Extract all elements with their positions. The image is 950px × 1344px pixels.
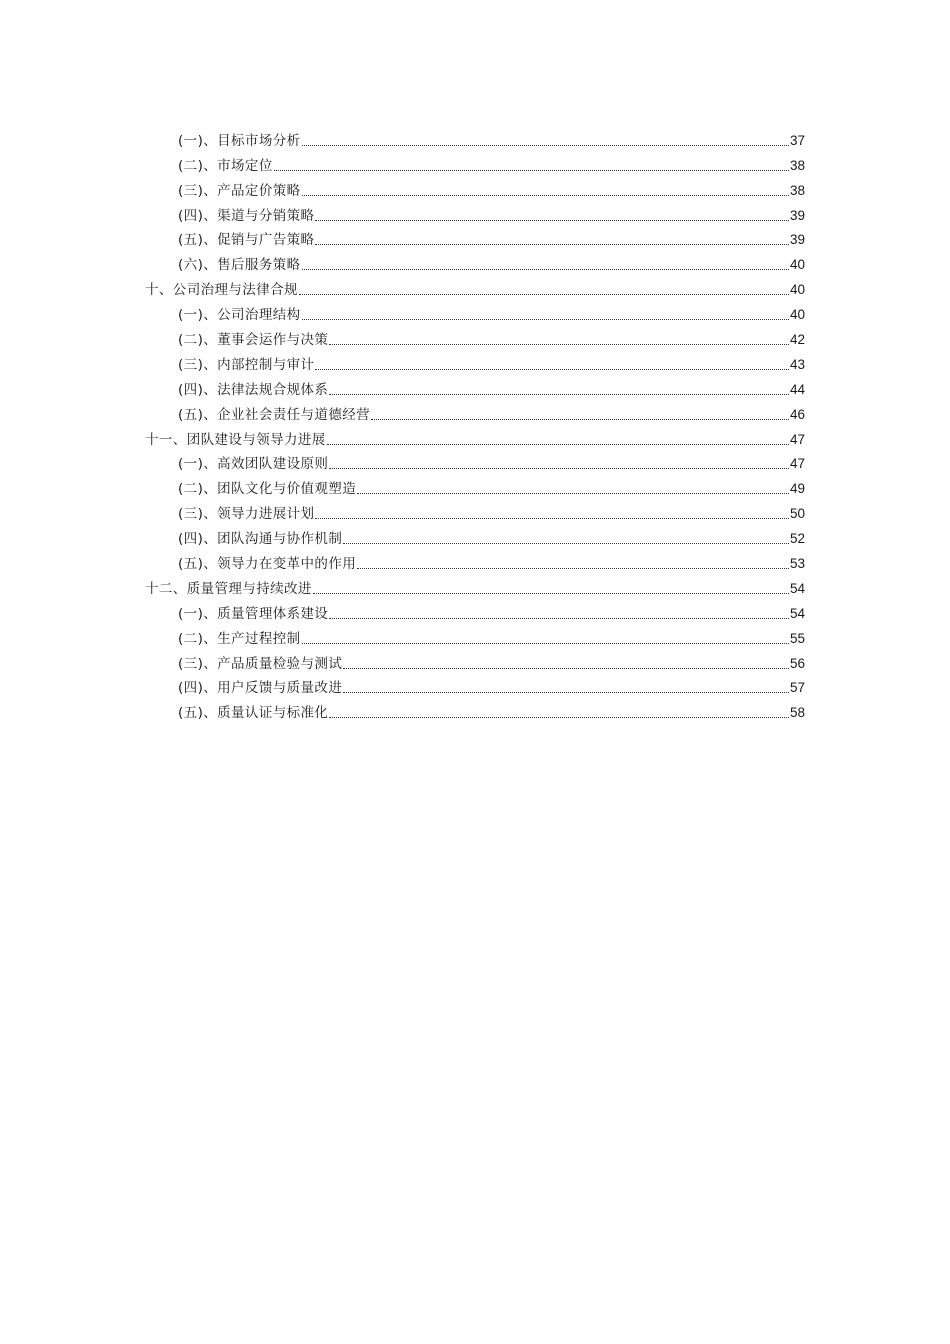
toc-entry[interactable]	[0, 548, 950, 573]
toc-entry-page: 37	[789, 132, 805, 148]
toc-dot-leader	[343, 543, 789, 544]
toc-entry[interactable]	[0, 150, 950, 175]
toc-entry-title: 十、公司治理与法律合规	[145, 282, 298, 299]
toc-entry[interactable]	[0, 374, 950, 399]
toc-entry-page: 42	[789, 332, 805, 348]
toc-entry-title: (一)、公司治理结构	[178, 307, 301, 324]
toc-entry[interactable]	[0, 498, 950, 523]
toc-entry-title: (五)、质量认证与标准化	[178, 705, 329, 722]
toc-entry[interactable]	[0, 125, 950, 150]
toc-entry[interactable]	[0, 673, 950, 698]
toc-entry-title: (一)、质量管理体系建设	[178, 605, 329, 622]
toc-entry-page: 40	[789, 282, 805, 298]
toc-entry-title: (六)、售后服务策略	[178, 257, 301, 274]
table-of-contents	[0, 125, 950, 722]
toc-entry-title: (五)、领导力在变革中的作用	[178, 556, 357, 573]
toc-dot-leader	[371, 419, 789, 420]
toc-dot-leader	[302, 145, 789, 146]
toc-entry[interactable]	[0, 473, 950, 498]
toc-chapter-entry[interactable]	[0, 274, 950, 299]
toc-entry[interactable]	[0, 623, 950, 648]
toc-entry-page: 57	[789, 680, 805, 696]
toc-dot-leader	[343, 668, 789, 669]
toc-dot-leader	[343, 692, 789, 693]
toc-dot-leader	[357, 493, 789, 494]
toc-dot-leader	[302, 195, 789, 196]
toc-entry-page: 58	[789, 705, 805, 721]
toc-entry-page: 54	[789, 580, 805, 596]
toc-entry-title: (三)、领导力进展计划	[178, 506, 315, 523]
toc-entry-page: 38	[789, 182, 805, 198]
toc-entry-title: (二)、团队文化与价值观塑造	[178, 481, 357, 498]
toc-dot-leader	[302, 269, 789, 270]
toc-entry-title: (二)、市场定位	[178, 157, 273, 174]
toc-entry-title: (二)、生产过程控制	[178, 630, 301, 647]
toc-entry-title: (一)、目标市场分析	[178, 132, 301, 149]
toc-dot-leader	[315, 518, 789, 519]
toc-dot-leader	[329, 717, 789, 718]
toc-entry-title: (三)、产品质量检验与测试	[178, 655, 343, 672]
toc-dot-leader	[329, 344, 789, 345]
toc-dot-leader	[327, 444, 789, 445]
toc-entry[interactable]	[0, 349, 950, 374]
toc-dot-leader	[313, 593, 789, 594]
toc-entry-page: 47	[789, 456, 805, 472]
toc-dot-leader	[315, 220, 789, 221]
toc-dot-leader	[329, 468, 789, 469]
toc-entry-page: 40	[789, 307, 805, 323]
toc-entry-page: 50	[789, 506, 805, 522]
toc-entry-page: 39	[789, 232, 805, 248]
toc-entry-title: (四)、法律法规合规体系	[178, 381, 329, 398]
toc-dot-leader	[329, 394, 789, 395]
toc-entry[interactable]	[0, 399, 950, 424]
toc-entry-page: 49	[789, 481, 805, 497]
toc-entry-page: 44	[789, 381, 805, 397]
toc-entry-title: (五)、企业社会责任与道德经营	[178, 406, 371, 423]
toc-dot-leader	[299, 294, 789, 295]
toc-entry-title: 十二、质量管理与持续改进	[145, 580, 312, 597]
toc-entry-page: 47	[789, 431, 805, 447]
toc-entry[interactable]	[0, 648, 950, 673]
toc-entry-page: 52	[789, 531, 805, 547]
toc-entry-page: 56	[789, 655, 805, 671]
toc-dot-leader	[315, 244, 789, 245]
toc-entry[interactable]	[0, 200, 950, 225]
toc-entry-page: 38	[789, 157, 805, 173]
toc-entry[interactable]	[0, 299, 950, 324]
toc-entry-page: 40	[789, 257, 805, 273]
toc-dot-leader	[315, 369, 789, 370]
toc-entry-page: 43	[789, 356, 805, 372]
toc-entry[interactable]	[0, 598, 950, 623]
toc-dot-leader	[329, 618, 789, 619]
toc-entry[interactable]	[0, 324, 950, 349]
toc-chapter-entry[interactable]	[0, 573, 950, 598]
toc-dot-leader	[302, 319, 789, 320]
toc-entry-page: 55	[789, 630, 805, 646]
toc-dot-leader	[357, 568, 789, 569]
toc-entry-title: (三)、产品定价策略	[178, 182, 301, 199]
toc-entry-title: (三)、内部控制与审计	[178, 356, 315, 373]
toc-entry[interactable]	[0, 249, 950, 274]
toc-dot-leader	[302, 643, 789, 644]
toc-entry-page: 53	[789, 556, 805, 572]
toc-entry-title: (二)、董事会运作与决策	[178, 332, 329, 349]
toc-entry[interactable]	[0, 225, 950, 250]
toc-entry-title: 十一、团队建设与领导力进展	[145, 431, 326, 448]
toc-entry-title: (一)、高效团队建设原则	[178, 456, 329, 473]
toc-entry-title: (四)、用户反馈与质量改进	[178, 680, 343, 697]
toc-entry-page: 46	[789, 406, 805, 422]
toc-entry[interactable]	[0, 449, 950, 474]
toc-entry[interactable]	[0, 697, 950, 722]
toc-entry-title: (四)、渠道与分销策略	[178, 207, 315, 224]
toc-entry-title: (五)、促销与广告策略	[178, 232, 315, 249]
toc-chapter-entry[interactable]	[0, 424, 950, 449]
toc-entry[interactable]	[0, 523, 950, 548]
toc-entry-page: 39	[789, 207, 805, 223]
toc-entry-page: 54	[789, 605, 805, 621]
toc-dot-leader	[274, 170, 789, 171]
toc-entry[interactable]	[0, 175, 950, 200]
toc-entry-title: (四)、团队沟通与协作机制	[178, 531, 343, 548]
